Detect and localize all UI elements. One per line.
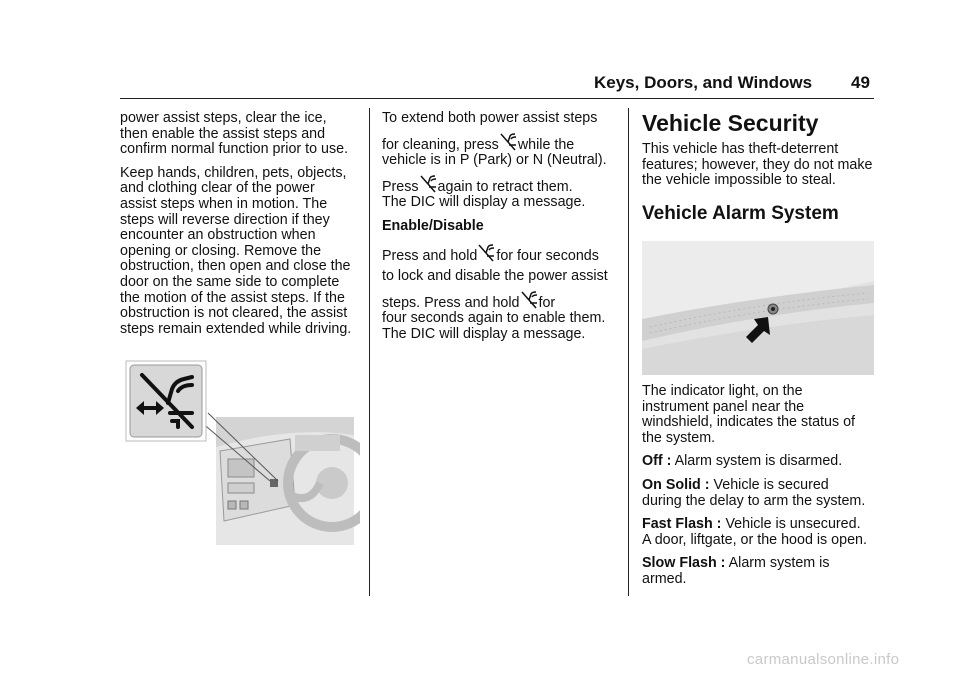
text-line: four seconds again to enable them. (382, 310, 606, 327)
state-on-solid (642, 478, 878, 509)
text-fragment: again to retract them. (437, 178, 573, 195)
text-fragment: for (538, 294, 556, 311)
text-line: door on the same side to complete (120, 273, 340, 290)
text-line: the motion of the assist steps. If the (120, 289, 345, 306)
state-fast-flash (642, 517, 878, 548)
power-step-icon (500, 132, 517, 152)
state-label: Slow Flash : (642, 555, 726, 572)
column-3-body (642, 384, 878, 596)
text-line: then enable the assist steps and (120, 125, 326, 142)
text-line: opening or closing. Remove the (120, 242, 322, 259)
indicator-description (642, 384, 878, 446)
text-line: assist steps when in motion. The (120, 195, 328, 212)
state-off (642, 454, 878, 470)
paragraph-step-cleaning (120, 111, 360, 158)
power-step-icon (521, 290, 538, 310)
column-divider-2 (628, 108, 629, 596)
text-line: and clothing clear of the power (120, 180, 315, 197)
text-line: armed. (642, 570, 687, 587)
text-line: This vehicle has theft-deterrent (642, 141, 839, 157)
text-line: Keep hands, children, pets, objects, (120, 164, 347, 181)
paragraph-enable-disable (382, 243, 622, 343)
state-label: Off : (642, 453, 672, 470)
text-line (642, 478, 878, 494)
text-fragment: for four seconds (496, 247, 599, 264)
text-line (382, 290, 622, 312)
text-line: The DIC will display a message. (382, 194, 586, 211)
watermark: carmanualsonline.info (747, 651, 900, 668)
header-rule (120, 98, 874, 99)
text-line: A door, liftgate, or the hood is open. (642, 531, 867, 548)
text-line: The indicator light, on the (642, 383, 803, 399)
page-number: 49 (851, 73, 870, 92)
text-line: obstruction is not cleared, the assist (120, 305, 348, 322)
text-line: steps will reverse direction if they (120, 211, 330, 228)
text-fragment: Press and hold (382, 247, 478, 264)
state-text: Alarm system is (728, 555, 830, 572)
text-line: power assist steps, clear the ice, (120, 110, 327, 126)
text-line: instrument panel near the (642, 398, 805, 415)
vehicle-alarm-heading: Vehicle Alarm System (642, 203, 839, 224)
state-text: Vehicle is secured (713, 476, 829, 493)
paragraph-extend-steps (382, 111, 622, 211)
text-line: to lock and disable the power assist (382, 268, 608, 285)
vehicle-security-title: Vehicle Security (642, 110, 819, 136)
text-fragment: while the (517, 136, 575, 153)
text-line: windshield, indicates the status of (642, 414, 855, 431)
text-line: confirm normal function prior to use. (120, 141, 349, 158)
text-line: The DIC will display a message. (382, 325, 586, 342)
text-line: vehicle is in P (Park) or N (Neutral). (382, 152, 607, 169)
vehicle-security-intro (642, 142, 878, 189)
text-line: during the delay to arm the system. (642, 492, 866, 509)
text-line: obstruction, then open and close the (120, 258, 351, 275)
paragraph-step-warning (120, 166, 360, 338)
enable-disable-heading: Enable/Disable (382, 217, 484, 234)
text-line (642, 556, 878, 572)
text-line (382, 174, 622, 196)
state-label: On Solid : (642, 476, 710, 493)
text-line (382, 132, 622, 154)
text-line: To extend both power assist steps (382, 110, 598, 126)
alarm-indicator-illustration (642, 241, 874, 375)
text-line (642, 517, 878, 533)
state-text: Vehicle is unsecured. (725, 516, 861, 533)
text-line: features; however, they do not make (642, 156, 873, 173)
section-title: Keys, Doors, and Windows (594, 73, 813, 92)
power-step-button-illustration (120, 355, 360, 547)
text-line: the vehicle impossible to steal. (642, 172, 836, 189)
text-line (382, 243, 622, 265)
column-divider-1 (369, 108, 370, 596)
text-fragment: steps. Press and hold (382, 294, 520, 311)
power-step-icon (420, 174, 437, 194)
text-line: the system. (642, 429, 716, 446)
state-label: Fast Flash : (642, 516, 722, 533)
text-fragment: for cleaning, press (382, 136, 499, 153)
text-line: encounter an obstruction when (120, 227, 316, 244)
column-2 (382, 111, 622, 351)
state-text: Alarm system is disarmed. (674, 453, 843, 470)
text-line (642, 454, 878, 470)
state-slow-flash (642, 556, 878, 587)
power-step-icon (478, 243, 495, 263)
column-1 (120, 111, 360, 345)
text-line: steps remain extended while driving. (120, 320, 352, 337)
text-fragment: Press (382, 178, 419, 195)
